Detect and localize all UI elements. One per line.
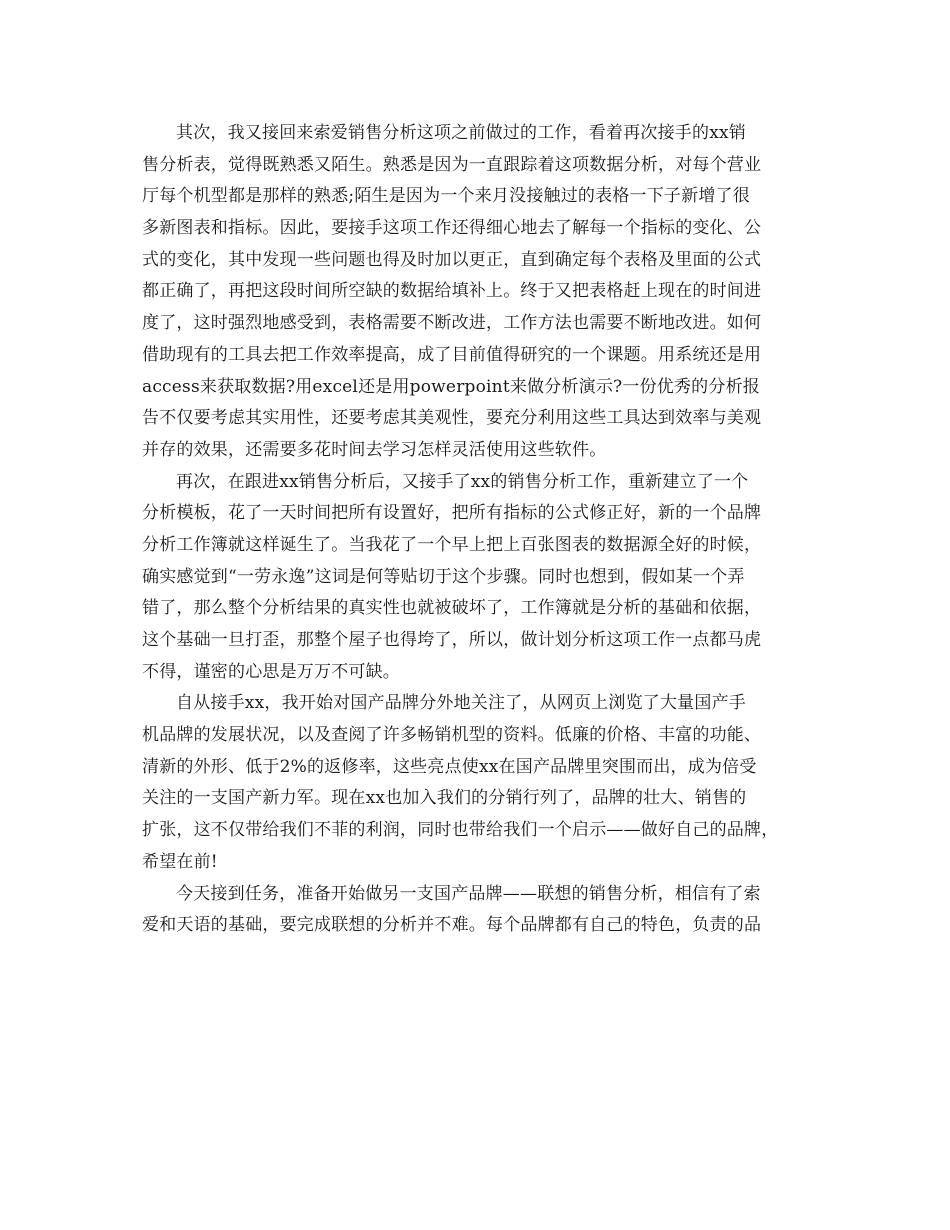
text-line: 售分析表，觉得既熟悉又陌生。熟悉是因为一直跟踪着这项数据分析，对每个营业 — [142, 154, 762, 175]
text-line: 厅每个机型都是那样的熟悉;陌生是因为一个来月没接触过的表格一下子新增了很 — [142, 186, 750, 207]
text-line: 度了，这时强烈地感受到，表格需要不断改进，工作方法也需要不断地改进。如何 — [142, 313, 762, 334]
text-line: 都正确了，再把这段时间所空缺的数据给填补上。终于又把表格赶上现在的时间进 — [142, 281, 762, 302]
paragraph-1 — [142, 118, 826, 467]
text-line: 今天接到任务，准备开始做另一支国产品牌——联想的销售分析，相信有了索 — [176, 883, 761, 904]
text-line: 关注的一支国产新力军。现在xx也加入我们的分销行列了，品牌的壮大、销售的 — [142, 788, 747, 809]
text-line: 不得，谨密的心思是万万不可缺。 — [142, 661, 400, 682]
text-line: 再次，在跟进xx销售分析后，又接手了xx的销售分析工作，重新建立了一个 — [176, 471, 749, 492]
text-line: access来获取数据?用excel还是用powerpoint来做分析演示?一份优秀的分析报 — [142, 376, 760, 397]
text-line: 分析模板，花了一天时间把所有设置好，把所有指标的公式修正好，新的一个品牌 — [142, 503, 762, 524]
text-line: 爱和天语的基础，要完成联想的分析并不难。每个品牌都有自己的特色，负责的品 — [142, 915, 762, 936]
text-line: 并存的效果，还需要多花时间去学习怎样灵活使用这些软件。 — [142, 439, 607, 460]
paragraph-4 — [142, 879, 826, 942]
text-line: 扩张，这不仅带给我们不菲的利润，同时也带给我们一个启示——做好自己的品牌， — [142, 820, 779, 841]
text-line: 分析工作簿就这样诞生了。当我花了一个早上把上百张图表的数据源全好的时候， — [142, 534, 762, 555]
text-line: 借助现有的工具去把工作效率提高，成了目前值得研究的一个课题。用系统还是用 — [142, 344, 762, 365]
document-body — [142, 118, 826, 942]
text-line: 多新图表和指标。因此，要接手这项工作还得细心地去了解每一个指标的变化、公 — [142, 218, 762, 239]
text-line: 确实感觉到“一劳永逸”这词是何等贴切于这个步骤。同时也想到，假如某一个弄 — [142, 566, 745, 587]
paragraph-2 — [142, 467, 826, 689]
paragraph-3 — [142, 688, 826, 878]
text-line: 式的变化，其中发现一些问题也得及时加以更正，直到确定每个表格及里面的公式 — [142, 249, 762, 270]
text-line: 告不仅要考虑其实用性，还要考虑其美观性，要充分利用这些工具达到效率与美观 — [142, 408, 762, 429]
text-line: 希望在前! — [142, 851, 218, 872]
text-line: 机品牌的发展状况，以及查阅了许多畅销机型的资料。低廉的价格、丰富的功能、 — [142, 725, 762, 746]
text-line: 错了，那么整个分析结果的真实性也就被破坏了，工作簿就是分析的基础和依据， — [142, 598, 762, 619]
text-line: 清新的外形、低于2%的返修率，这些亮点使xx在国产品牌里突围而出，成为倍受 — [142, 756, 757, 777]
text-line: 这个基础一旦打歪，那整个屋子也得垮了，所以，做计划分析这项工作一点都马虎 — [142, 630, 762, 650]
text-line: 自从接手xx，我开始对国产品牌分外地关注了，从网页上浏览了大量国产手 — [176, 693, 746, 714]
text-line: 其次，我又接回来索爱销售分析这项之前做过的工作，看着再次接手的xx销 — [176, 123, 746, 143]
